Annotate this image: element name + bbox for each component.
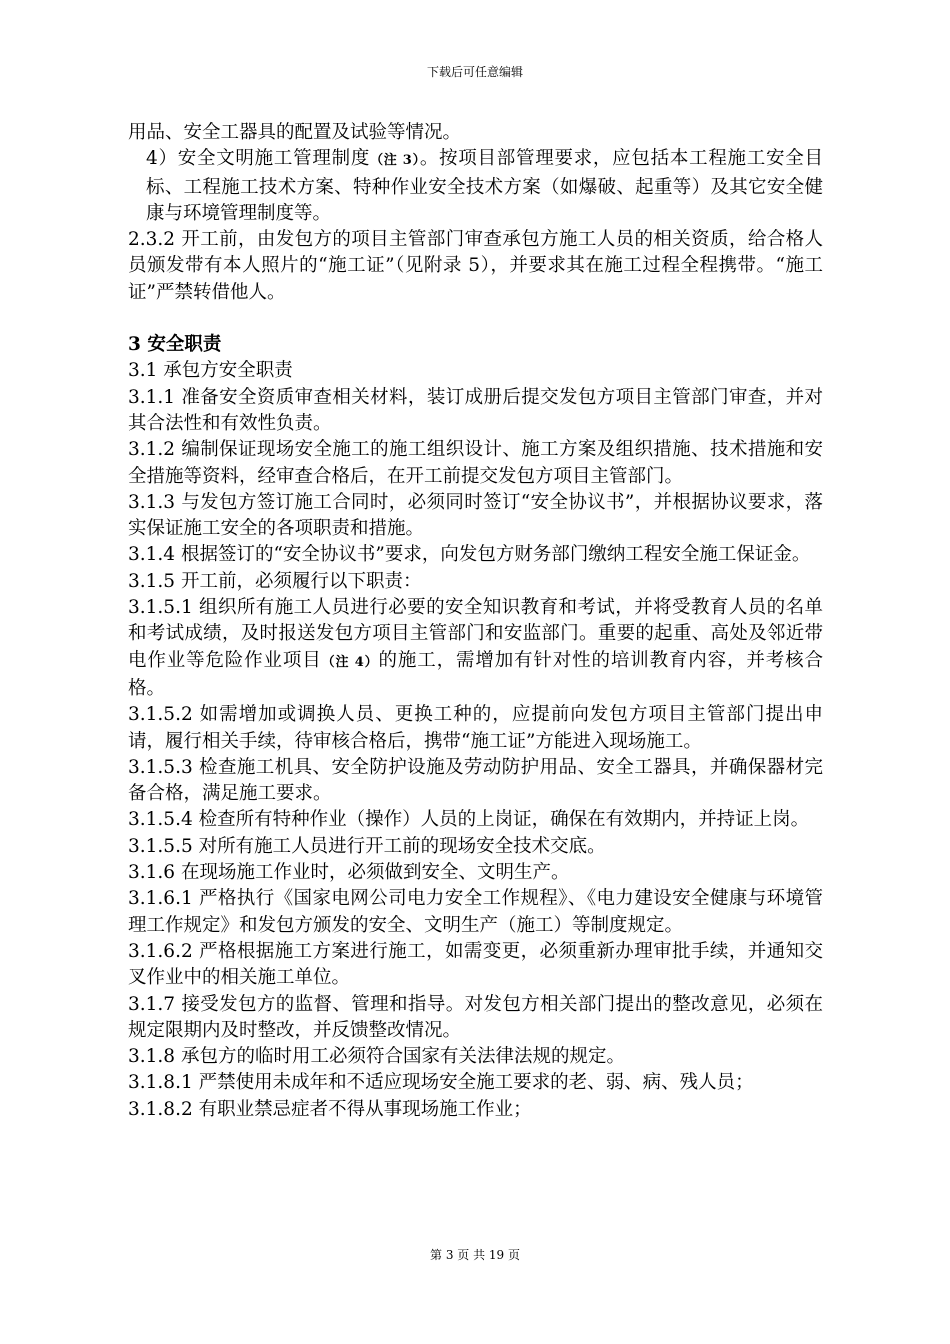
subsection-heading: 3.1 承包方安全职责 (128, 360, 293, 382)
paragraph: 3.1.7 接受发包方的监督、管理和指导。对发包方相关部门提出的整改意见，必须在规定限期内及时整改，并反馈整改情况。 (128, 993, 823, 1041)
paragraph: 3.1.5.4 检查所有特种作业（操作）人员的上岗证，确保在有效期内，并持证上岗。 (128, 809, 810, 831)
paragraph: 3.1.8 承包方的临时用工必须符合国家有关法律法规的规定。 (128, 1046, 625, 1068)
paragraph: 3.1.3 与发包方签订施工合同时，必须同时签订“安全协议书”，并根据协议要求，落实保证施工安全的各项职责和措施。 (128, 491, 823, 540)
page-header: 下载后可任意编辑 (426, 65, 523, 79)
paragraph: 3.1.6.1 严格执行《国家电网公司电力安全工作规程》、《电力建设安全健康与环境管理工作规定》和发包方颁发的安全、文明生产（施工）等制度规定。 (128, 888, 823, 936)
paragraph: 3.1.1 准备安全资质审查相关材料，装订成册后提交发包方项目主管部门审查，并对其合法性和有效性负责。 (128, 386, 823, 434)
paragraph: 3.1.4 根据签订的“安全协议书”要求，向发包方财务部门缴纳工程安全施工保证金。 (128, 544, 811, 566)
paragraph: 用品、安全工器具的配置及试验等情况。 (128, 122, 462, 143)
note-ref: （注 4） (321, 654, 379, 670)
paragraph: 3.1.6.2 严格根据施工方案进行施工，如需变更，必须重新办理审批手续，并通知交叉作业中的相关施工单位。 (128, 940, 823, 989)
paragraph: 2.3.2 开工前，由发包方的项目主管部门审查承包方施工人员的相关资质，给合格人员颁发带有本人照片的“施工证”（见附录 5），并要求其在施工过程全程携带。“施工证”严禁转借他人。 (128, 229, 823, 303)
paragraph: 3.1.8.1 严禁使用未成年和不适应现场安全施工要求的老、弱、病、残人员； (128, 1072, 754, 1094)
note-ref: （注 3） (370, 153, 420, 169)
paragraph: 3.1.2 编制保证现场安全施工的施工组织设计、施工方案及组织措施、技术措施和安全措施等资料，经审查合格后，在开工前提交发包方项目主管部门。 (128, 439, 823, 487)
paragraph-text: 3.1.5.1 组织所有施工人员进行必要的安全知识教育和考试，并将受教育人员的名单和考试成绩，及时报送发包方项目主管部门和安监部门。重要的起重、高处及邻近带电作业等危险作业项目 (128, 597, 823, 671)
paragraph-text: 的施工，需增加有针对性的培训教育内容，并考核合格。 (128, 649, 823, 699)
spacer (128, 306, 823, 332)
paragraph: 3.1.5 开工前，必须履行以下职责： (128, 570, 422, 592)
paragraph (128, 595, 823, 702)
paragraph-text: 4）安全文明施工管理制度 (146, 148, 371, 170)
paragraph: 3.1.5.5 对所有施工人员进行开工前的现场安全技术交底。 (128, 835, 606, 857)
paragraph: 3.1.8.2 有职业禁忌症者不得从事现场施工作业； (128, 1098, 532, 1120)
paragraph: 3.1.6 在现场施工作业时，必须做到安全、文明生产。 (128, 862, 570, 884)
paragraph (128, 146, 823, 227)
document-body (128, 120, 823, 1123)
page-footer: 第 3 页 共 19 页 (430, 1248, 520, 1262)
paragraph-text: 。按项目部管理要求，应包括本工程施工安全目标、工程施工技术方案、特种作业安全技术方案（如爆破、起重等）及其它安全健康与环境管理制度等。 (146, 148, 823, 224)
paragraph: 3.1.5.2 如需增加或调换人员、更换工种的，应提前向发包方项目主管部门提出申请，履行相关手续，待审核合格后，携带“施工证”方能进入现场施工。 (128, 704, 823, 752)
paragraph: 3.1.5.3 检查施工机具、安全防护设施及劳动防护用品、安全工器具，并确保器材完备合格，满足施工要求。 (128, 756, 823, 805)
section-heading: 3 安全职责 (128, 334, 222, 356)
